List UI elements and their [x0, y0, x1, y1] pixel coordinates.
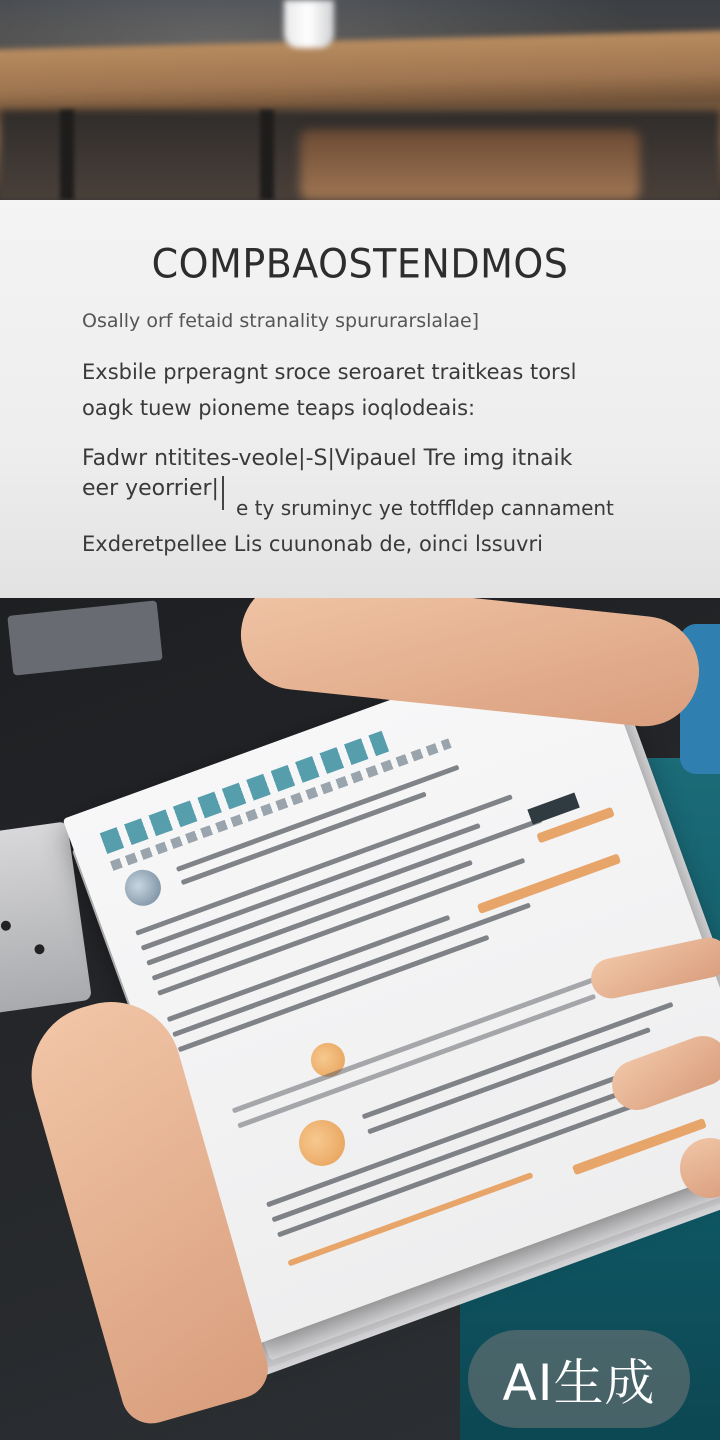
ai-generated-badge	[468, 1330, 690, 1428]
desk-surface	[0, 30, 720, 120]
overlay-line: e ty sruminyc ye totffldep cannament	[236, 496, 614, 520]
background-desk-photo	[0, 0, 720, 200]
report-text-row	[237, 994, 596, 1129]
ai-generated-label: AI生成	[502, 1354, 656, 1412]
overlay-line: Fadwr ntitites-veole|-S|Vipauel Tre img itnaik	[82, 446, 573, 471]
report-orange-bar	[477, 853, 621, 914]
tablet-edge	[7, 600, 162, 675]
overlay-line: oagk tuew pioneme teaps ioqlodeais:	[82, 396, 476, 420]
overlay-title: COMPBAOSTENDMOS	[151, 240, 569, 288]
report-text-row	[146, 817, 542, 965]
overlay-line: eer yeorrier|	[82, 476, 219, 501]
overlay-subtitle: Osally orf fetaid stranality spururarslalae]	[82, 310, 480, 332]
overlay-line: Exsbile prperagnt sroce seroaret traitkeas torsl	[82, 360, 577, 384]
chair	[300, 130, 640, 200]
report-text-row	[176, 765, 460, 872]
cup	[284, 0, 334, 48]
hands-report-photo	[0, 598, 720, 1440]
report-avatar-image	[120, 865, 166, 911]
overlay-text-panel	[0, 200, 720, 598]
report-gold-marker	[293, 1113, 352, 1172]
overlay-line: Exderetpellee Lis cuunonab de, oinci lssuvri	[82, 532, 543, 556]
desk-leg	[260, 110, 274, 200]
report-header-text	[100, 731, 389, 854]
text-cursor-bar	[222, 476, 224, 510]
desk-leg	[60, 110, 74, 200]
